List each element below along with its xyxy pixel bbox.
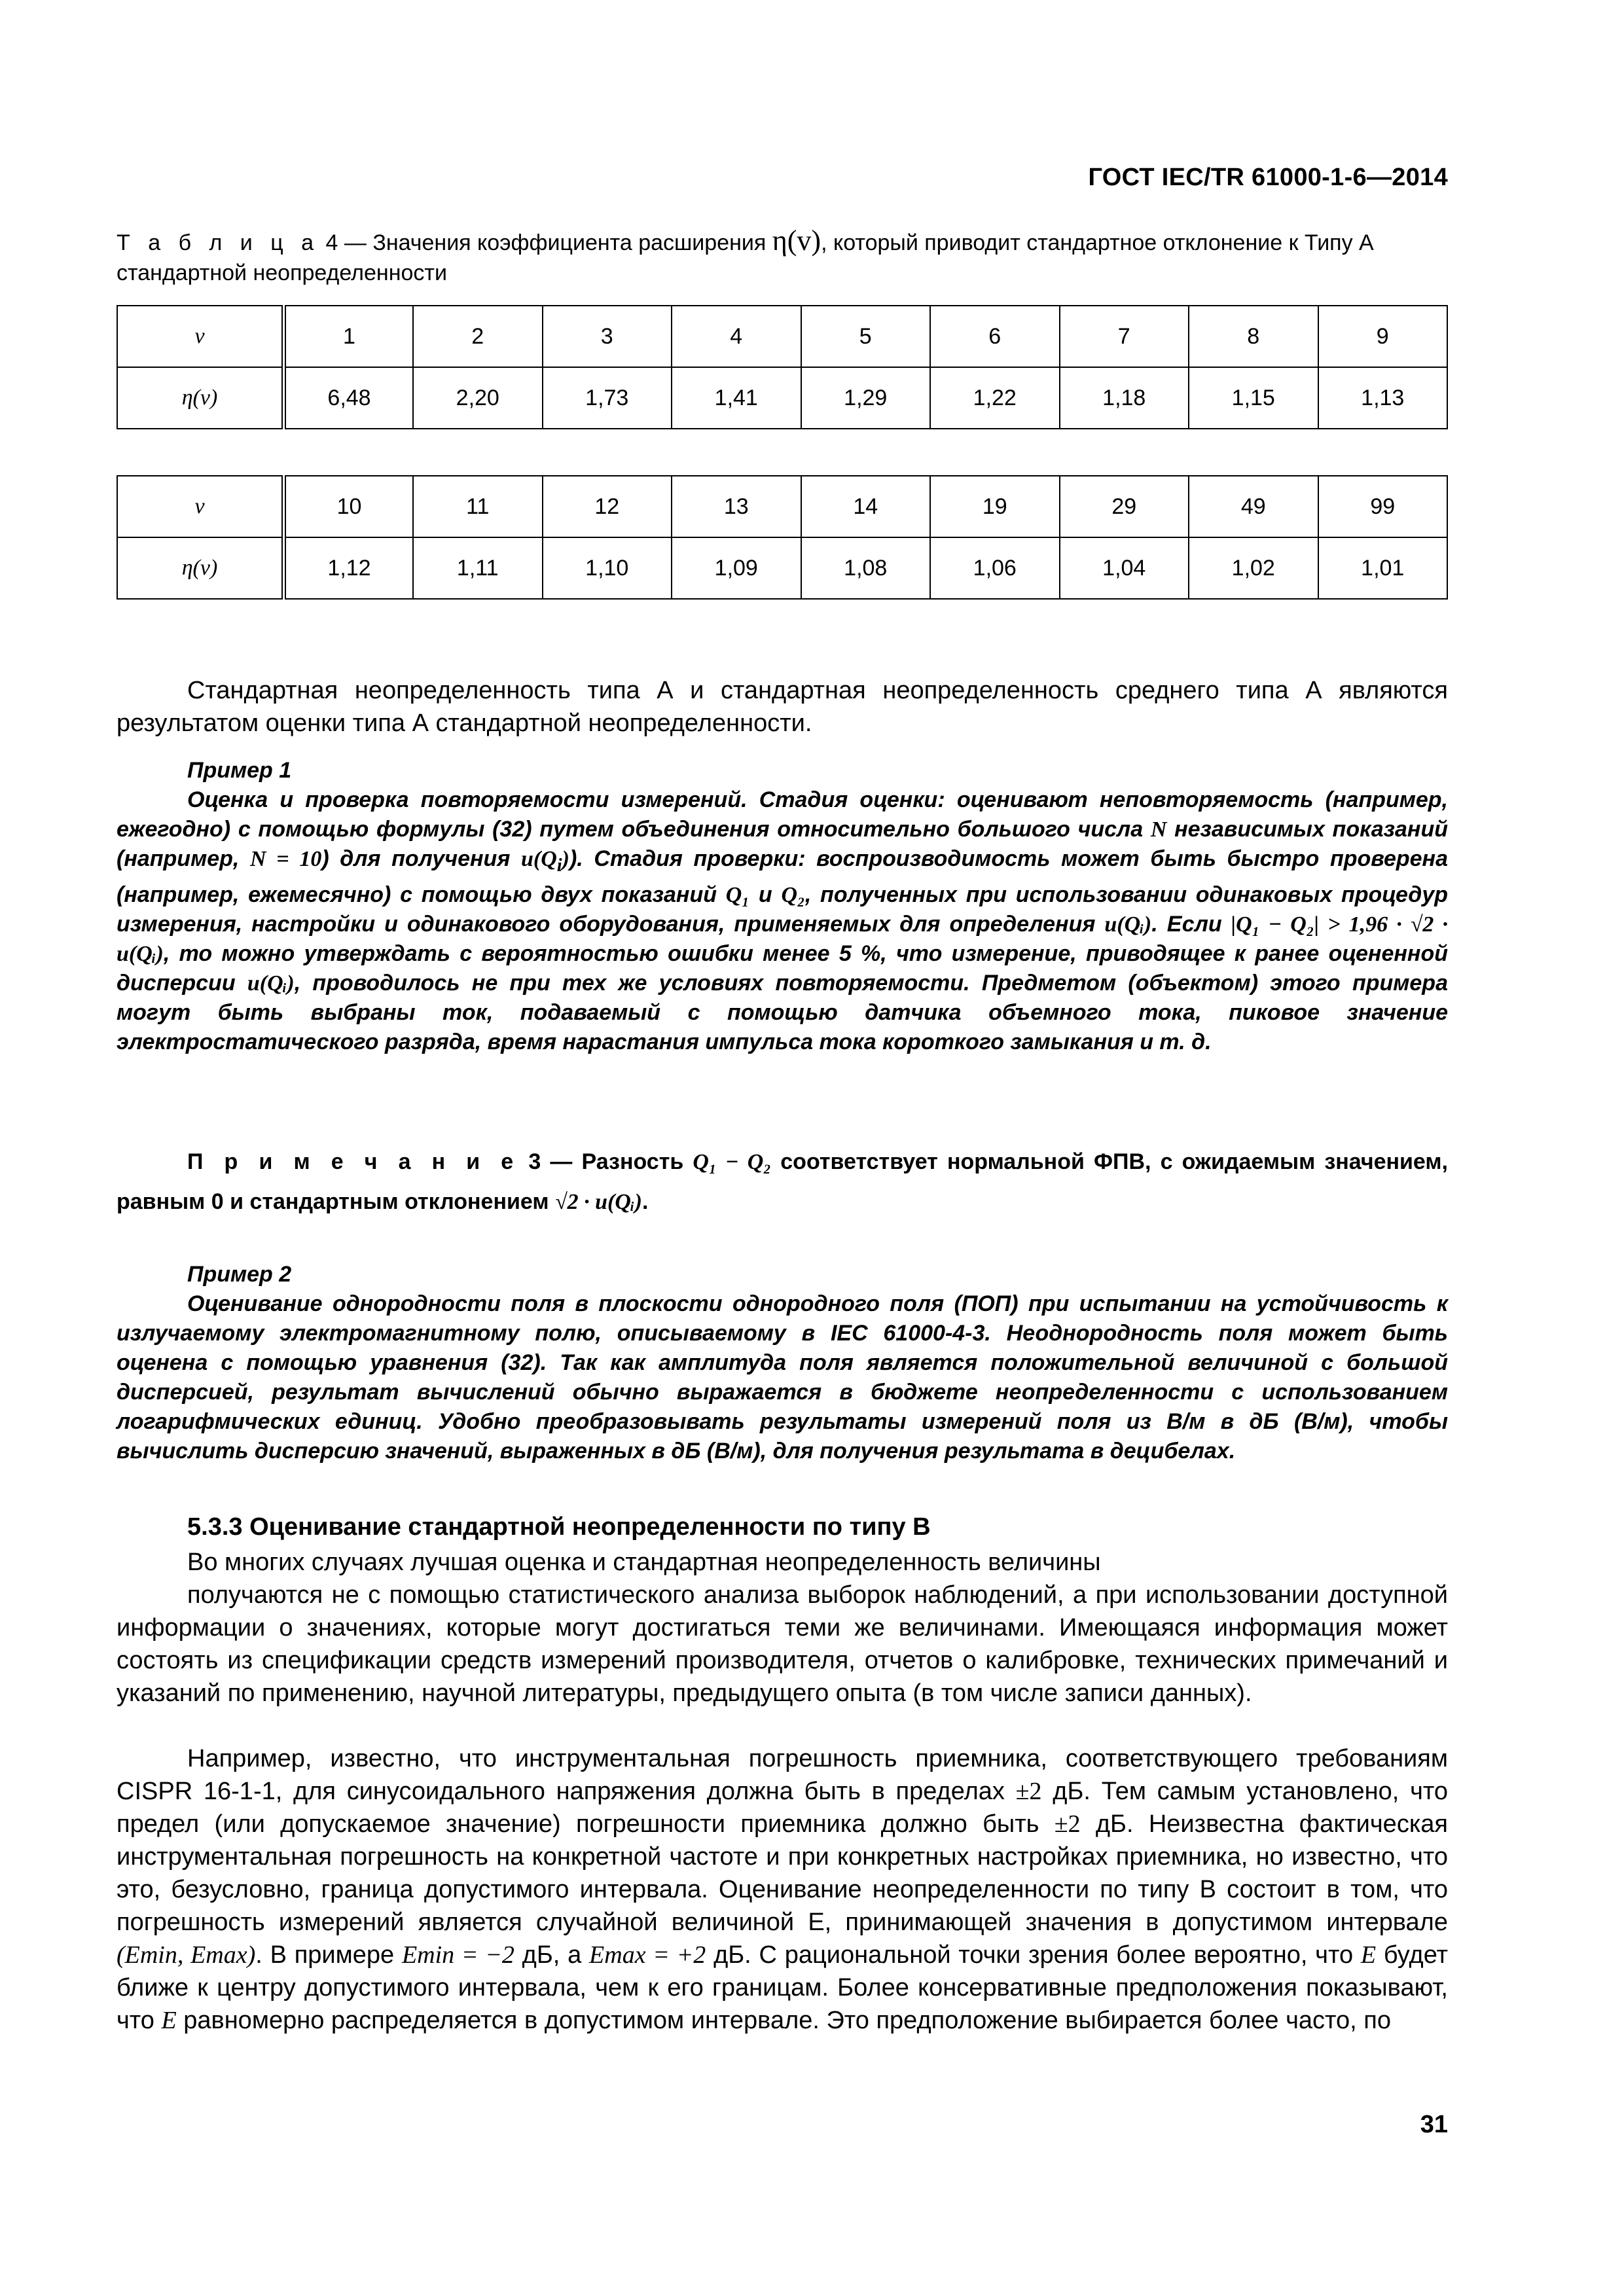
- table-cell: 19: [930, 476, 1060, 537]
- table-cell: 1,12: [284, 537, 414, 599]
- table-cell: 1,10: [543, 537, 672, 599]
- paragraph-text: получаются не с помощью статистического анализа выборок наблюдений, а при использовании доступной информации о значениях, которые могут достигаться теми же величинами. Имеющаяся информация может состоять из спецификации средств измерений производителя, отчетов о калибровке, технических примечаний и указаний по применению, научной литературы, предыдущего опыта (в том числе записи данных).: [117, 1581, 1448, 1707]
- table-cell: 2: [413, 306, 543, 367]
- table-cell: 6,48: [284, 367, 414, 429]
- math-run: Q₁ − Q₂: [693, 1150, 772, 1174]
- coefficient-table-part-2: [117, 475, 1448, 600]
- paragraph-example-receiver: [117, 1742, 1448, 2037]
- example-1: [117, 756, 1448, 1057]
- table-cell: 9: [1318, 306, 1448, 367]
- math-run: u(Q: [520, 847, 557, 871]
- math-run: Emin = −2: [401, 1941, 514, 1969]
- table-cell: 1,18: [1060, 367, 1189, 429]
- math-run: (Emin, Emax): [117, 1941, 256, 1969]
- table-cell: 12: [543, 476, 672, 537]
- table-cell: 2,20: [413, 367, 543, 429]
- caption-text-2: , который приводит стандартное отклонение к Типу А стандартной неопределенности: [117, 230, 1374, 285]
- example-2-text: Оценивание однородности поля в плоскости однородного поля (ПОП) при испытании на устойчивость к излучаемому электромагнитному полю, описываемому в IEC 61000-4-3. Неоднородность поля может быть оценена с помощью уравнения (32). Так как амплитуда поля является положительной величиной с большой дисперсией, результат вычислений обычно выражается в бюджете неопределенности с использованием логарифмических единиц. Удобно преобразовывать результаты измерений поля из В/м в дБ (В/м), чтобы вычислить дисперсию значений, выраженных в дБ (В/м), для получения результата в децибелах.: [117, 1291, 1448, 1463]
- text-run: дБ, а: [514, 1941, 590, 1969]
- table-row-v: [117, 306, 1447, 367]
- table-cell: 1,22: [930, 367, 1060, 429]
- coefficient-table-part-1: [117, 305, 1448, 429]
- math-run: $_i$): [556, 847, 569, 876]
- math-run: N: [1150, 817, 1167, 842]
- math-run: ±2: [1054, 1810, 1081, 1838]
- note-number: 3: [528, 1149, 541, 1174]
- row-label-v: v: [117, 306, 284, 367]
- example-1-title: Пример 1: [187, 758, 292, 783]
- math-run: Q₂: [781, 882, 805, 907]
- text-run: будет ближе к центру допустимого интервала, чем к его границам. Более консервативные предположения показывают, что: [117, 1941, 1448, 2034]
- row-label-eta: η(v): [117, 367, 284, 429]
- table-cell: 1,08: [801, 537, 931, 599]
- table-cell: 1,09: [672, 537, 801, 599]
- text-run: ). Стадия проверки: воспроизводимость может быть быстро проверена (например, ежемесячно) с помощью двух показаний: [117, 846, 1448, 907]
- math-run: Emax = +2: [589, 1941, 706, 1969]
- math-run: Q₁: [725, 882, 750, 907]
- text-run: и: [749, 882, 782, 907]
- math-run: E: [1360, 1941, 1377, 1969]
- math-run: u(Qᵢ): [1104, 912, 1152, 937]
- table-cell: 1,04: [1060, 537, 1189, 599]
- example-1-text: [117, 785, 1448, 1057]
- table-cell: 5: [801, 306, 931, 367]
- table-cell: 49: [1189, 476, 1318, 537]
- math-run: u(Qᵢ): [247, 971, 295, 996]
- paragraph-text: [117, 1742, 1448, 2037]
- table-cell: 1,29: [801, 367, 931, 429]
- table-cell: 1,02: [1189, 537, 1318, 599]
- text-run: дБ. С рациональной точки зрения более вероятно, что: [706, 1941, 1361, 1969]
- table-cell: 1,73: [543, 367, 672, 429]
- paragraph-type-b: [117, 1546, 1448, 1710]
- text-run: Например, известно, что инструментальная погрешность приемника, соответствующего требованиям CISPR 16-1-1, для синусоидального напряжения должна быть в пределах: [117, 1745, 1448, 1805]
- text-run: равномерно распределяется в допустимом интервале. Это предположение выбирается более часто, по: [176, 2007, 1391, 2034]
- text-run: . В примере: [255, 1941, 402, 1969]
- table-cell: 3: [543, 306, 672, 367]
- table-cell: 7: [1060, 306, 1189, 367]
- table-cell: 1,01: [1318, 537, 1448, 599]
- paragraph-text: Стандартная неопределенность типа А и стандартная неопределенность среднего типа А являются результатом оценки типа А стандартной неопределенности.: [117, 677, 1448, 737]
- table-cell: 10: [284, 476, 414, 537]
- page-number: 31: [1420, 2111, 1448, 2138]
- text-run: — Разность: [541, 1149, 693, 1174]
- document-header: ГОСТ IEC/TR 61000-1-6—2014: [1088, 164, 1448, 191]
- table-cell: 1,06: [930, 537, 1060, 599]
- table-cell: 1,13: [1318, 367, 1448, 429]
- table-cell: 11: [413, 476, 543, 537]
- text-run: , то можно утверждать с вероятностью ошибки менее 5 %, что измерение, приводящее к ранее оцененной дисперсии: [117, 941, 1448, 996]
- caption-symbol: η(v): [772, 224, 821, 257]
- table-cell: 14: [801, 476, 931, 537]
- table-cell: 6: [930, 306, 1060, 367]
- example-2-title: Пример 2: [187, 1262, 292, 1287]
- text-run: независимых показаний (например,: [117, 817, 1448, 871]
- table-cell: 1,11: [413, 537, 543, 599]
- math-run: √2 · u(Qᵢ): [554, 1190, 642, 1214]
- table-cell: 29: [1060, 476, 1189, 537]
- text-run: . Если: [1151, 911, 1231, 937]
- table-caption: [117, 226, 1448, 288]
- document-page: [117, 0, 1448, 2296]
- table-row-eta: [117, 537, 1447, 599]
- row-label-v: v: [117, 476, 284, 537]
- table-row-v: [117, 476, 1447, 537]
- math-run: E: [161, 2007, 177, 2034]
- table-cell: 4: [672, 306, 801, 367]
- text-run: .: [642, 1189, 649, 1214]
- text-run: ) для получения: [321, 846, 521, 871]
- table-cell: 1: [284, 306, 414, 367]
- text-run: дБ. Тем самым установлено, что предел (или допускаемое значение) погрешности приемника должно быть: [117, 1778, 1448, 1838]
- table-cell: 1,41: [672, 367, 801, 429]
- note-3-text: [117, 1142, 1448, 1222]
- text-run: , проводилось не при тех же условиях повторяемости. Предметом (объектом) этого примера могут быть выбраны ток, подаваемый с помощью датчика объемного тока, пиковое значение электростатического разряда, время нарастания импульса тока короткого замыкания и т. д.: [117, 970, 1448, 1054]
- table-cell: 13: [672, 476, 801, 537]
- paragraph-lead: Во многих случаях лучшая оценка и стандартная неопределенность величины: [187, 1549, 1101, 1576]
- section-heading: 5.3.3 Оценивание стандартной неопределенности по типу В: [187, 1513, 931, 1541]
- note-3: [117, 1142, 1448, 1222]
- math-run: ±2: [1015, 1778, 1042, 1805]
- text-run: дБ. Неизвестна фактическая инструментальная погрешность на конкретной частоте и при конкретных настройках приемника, но известно, что это, безусловно, граница допустимого интервала. Оценивание неопределенности по типу В состоит в том, что погрешность измерений является случайной величиной Е, принимающей значения в допустимом интервале: [117, 1810, 1448, 1936]
- paragraph-type-a: [117, 674, 1448, 740]
- caption-prefix: Т а б л и ц а: [117, 230, 320, 255]
- row-label-eta: η(v): [117, 537, 284, 599]
- math-run: |Q₁ − Q₂| > 1,96 · √2 · u(Qᵢ): [117, 912, 1448, 966]
- text-run: , полученных при использовании одинаковых процедур измерения, настройки и одинакового оборудования, применяемых для определения: [117, 882, 1448, 937]
- math-run: N = 10: [250, 847, 322, 871]
- caption-number: 4: [325, 230, 338, 255]
- example-2: [117, 1260, 1448, 1466]
- text-run: соответствует нормальной ФПВ, с ожидаемым значением, равным 0 и стандартным отклонением: [117, 1149, 1448, 1214]
- table-cell: 8: [1189, 306, 1318, 367]
- note-prefix: П р и м е ч а н и е: [187, 1149, 520, 1174]
- table-cell: 1,15: [1189, 367, 1318, 429]
- table-row-eta: [117, 367, 1447, 429]
- caption-text-1: — Значения коэффициента расширения: [338, 230, 772, 255]
- text-run: Оценка и проверка повторяемости измерений. Стадия оценки: оценивают неповторяемость (например, ежегодно) с помощью формулы (32) путем объединения относительно большого числа: [117, 787, 1448, 842]
- table-cell: 99: [1318, 476, 1448, 537]
